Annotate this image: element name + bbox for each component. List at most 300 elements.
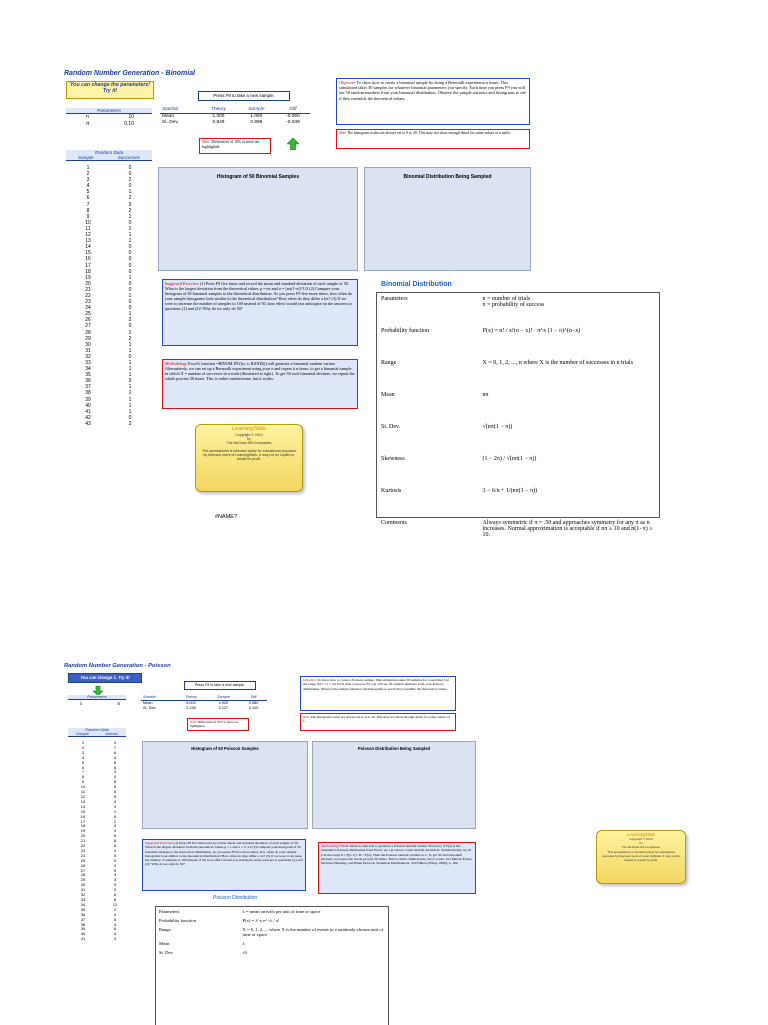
exercises-text: (1) Press F9 five times and record the mean and standard deviation of each sample of 50. What is the largest deviation from the theoretical values μ = λ and σ = λ^1/2 (2) Compare your histogram of 50 binomial samples to the theoretical distribution. As you press F9 five more times, how often do your sample histograms look similar to the theoretical distribution? How often do they differ a lot? (3) If we were to increase the number of samples to 100 instead of 50, how effect would you anticipate on the answers to questions (1) and (2)? Why do we only do 50? — [145, 841, 303, 867]
logo-brand: LearningStats — [232, 426, 266, 432]
successes-value: 0 — [128, 183, 132, 190]
distribution-value: (1 − 2π) / √(nπ(1 − π)) — [482, 456, 537, 462]
logo-license: This spreadsheet is intended solely for educational purposes by licensed users of LearningStats. It may not be copied or resold for profit. — [202, 448, 296, 462]
random-data-title: Random Data — [66, 150, 152, 155]
distribution-row — [156, 916, 388, 925]
successes-value: 0 — [128, 250, 132, 257]
arrivals-value: 6 — [113, 897, 117, 902]
successes-value: 1 — [128, 213, 132, 220]
arrivals-value: 3 — [113, 911, 117, 917]
random-data-header — [68, 728, 126, 737]
sample-number: 43 — [85, 420, 91, 427]
sample-number: 16 — [80, 813, 86, 819]
arrivals-value: 6 — [113, 833, 117, 839]
successes-value: 0 — [128, 305, 132, 312]
objective-box — [336, 78, 530, 125]
stat-sample: 1.060 — [250, 114, 263, 119]
sample-number: 35 — [85, 372, 91, 379]
distribution-rows — [377, 293, 659, 549]
arrivals-value: 3 — [113, 862, 117, 868]
stat-sample: 2.127 — [218, 705, 229, 710]
sample-column — [74, 741, 92, 942]
f9-sample-button[interactable]: Press F9 to take a new sample. — [184, 681, 256, 690]
sample-number: 33 — [85, 360, 91, 366]
sample-number: 41 — [80, 936, 86, 942]
distribution-title: Poisson Distribution — [213, 895, 258, 901]
stat-theory: 1.000 — [212, 114, 225, 119]
successes-value: 2 — [128, 317, 132, 324]
sample-number: 39 — [85, 396, 91, 403]
distribution-row — [156, 925, 388, 939]
successes-value: 0 — [128, 280, 132, 287]
successes-value: 0 — [128, 165, 132, 171]
stat-diff: -0.060 — [286, 114, 300, 119]
arrivals-value: 4 — [113, 828, 117, 834]
arrivals-value: 4 — [113, 803, 117, 809]
successes-value: 1 — [128, 360, 132, 366]
distribution-title: Binomial Distribution — [381, 281, 452, 288]
sample-number: 17 — [80, 818, 86, 824]
sample-number: 40 — [85, 402, 91, 409]
note-text: Differences of 10% or more are highlighted. — [190, 720, 239, 728]
methodology-text: Excel's function =BINOM.INV(n, π, RAND()) will generate a binomial random variate. Alternatively, we can set up a Bernoulli experiment using your π and repeat it n times, to get a binomial sample in which X = number of successes in n trials (illustrated at right). To get 50 such binomial deviates, we repeat the whole process 50 times. This is rather cumbersome, but it works. — [165, 361, 355, 381]
distribution-label: Probability function — [159, 918, 196, 923]
poisson-distribution-chart — [312, 741, 476, 829]
sample-number: 27 — [85, 323, 91, 330]
methodology-label: Methodology — [321, 844, 340, 848]
sample-number: 1 — [86, 165, 90, 171]
sample-number: 14 — [85, 244, 91, 251]
distribution-row — [156, 907, 388, 916]
distribution-row — [156, 948, 388, 957]
param-row-pi — [66, 121, 152, 128]
col-header-sample: Sample — [76, 732, 89, 736]
sample-number: 12 — [80, 793, 86, 799]
distribution-rows — [156, 907, 388, 957]
successes-value: 1 — [128, 329, 132, 336]
successes-value: 1 — [128, 396, 132, 403]
objective-box — [300, 676, 456, 711]
sample-number: 7 — [86, 201, 90, 208]
distribution-row — [156, 939, 388, 948]
sample-number: 9 — [86, 213, 90, 220]
successes-column — [118, 165, 142, 427]
stat-header: Statistic — [143, 695, 157, 699]
binomial-distribution-chart — [364, 167, 531, 271]
arrivals-value: 4 — [113, 847, 117, 853]
sample-number: 1 — [81, 740, 85, 745]
arrivals-value: 6 — [113, 764, 117, 770]
arrivals-value: 3 — [113, 857, 117, 863]
parameters-panel — [66, 108, 152, 128]
stat-header: Theory — [211, 107, 226, 112]
sample-number: 34 — [85, 366, 91, 373]
parameters-panel — [68, 695, 126, 707]
sample-number: 17 — [85, 262, 91, 269]
sample-number: 22 — [80, 843, 86, 849]
arrivals-value: 3 — [113, 872, 117, 878]
logo-copyright: Copyright © 2013 — [629, 837, 653, 841]
logo-copyright: Copyright © 2013 — [235, 433, 263, 437]
binomial-title: Random Number Generation - Binomial — [64, 70, 196, 77]
chart-title: Histogram of 50 Binomial Samples — [216, 174, 300, 180]
statistics-table — [141, 694, 267, 711]
histogram-scale-note — [300, 713, 456, 731]
stat-header: Sample — [217, 695, 230, 699]
sample-number: 12 — [85, 232, 91, 239]
sample-number: 20 — [85, 280, 91, 287]
objective-label: Objective — [303, 678, 317, 682]
learningstats-logo — [596, 830, 686, 884]
arrivals-column — [106, 741, 124, 942]
sample-number: 18 — [80, 823, 86, 829]
logo-brand: LearningStats — [626, 832, 656, 837]
arrivals-value: 5 — [113, 916, 117, 922]
sample-number: 29 — [85, 335, 91, 342]
note-text: Differences of 10% or more are highlighted. — [202, 140, 260, 149]
param-name: n — [86, 114, 89, 120]
successes-value: 1 — [128, 189, 132, 196]
sample-number: 21 — [85, 286, 91, 293]
param-name: λ — [80, 701, 83, 706]
successes-value: 0 — [128, 299, 132, 306]
learningstats-logo — [195, 424, 303, 492]
sample-number: 40 — [80, 931, 86, 937]
arrivals-value: 2 — [113, 818, 117, 824]
distribution-table — [376, 292, 660, 538]
sample-number: 8 — [81, 774, 85, 780]
objective-text: To show how to create a Poisson sample. This simulation takes 50 samples for a specified λ in the range 0.01 < λ ≤ 10. Each time you press F9 you will see 50 random numbers from your Poisson distribution. Observe the sample statistics and histograms to see if they resemble the theoretical values. — [303, 678, 450, 691]
successes-value: 0 — [128, 323, 132, 330]
distribution-value: √λ — [242, 950, 248, 955]
statistics-table — [160, 107, 310, 126]
arrivals-value: 3 — [113, 882, 117, 888]
sample-number: 42 — [85, 414, 91, 421]
chart-title: Poisson Distribution Being Sampled — [357, 746, 431, 751]
exercises-label: Suggested Exercises — [145, 841, 174, 845]
error-cell: #NAME? — [215, 514, 238, 520]
distribution-row — [377, 325, 659, 357]
stat-diff: 0.109 — [248, 705, 259, 710]
successes-value: 1 — [128, 292, 132, 299]
arrivals-value: 4 — [113, 921, 117, 927]
arrivals-value: 5 — [113, 867, 117, 873]
successes-value: 1 — [128, 238, 132, 245]
sample-number: 9 — [81, 779, 85, 785]
successes-value: 0 — [128, 244, 132, 251]
distribution-row — [377, 517, 659, 549]
distribution-row — [377, 485, 659, 517]
successes-value: 0 — [128, 171, 132, 178]
sample-number: 4 — [81, 754, 85, 760]
distribution-label: Probability function — [381, 328, 430, 334]
sample-number: 16 — [85, 256, 91, 263]
chart-title: Binomial Distribution Being Sampled — [403, 174, 492, 180]
distribution-row — [377, 357, 659, 389]
arrivals-value: 4 — [113, 823, 117, 829]
note-label: Note — [339, 131, 347, 135]
arrivals-value: 7 — [113, 744, 117, 750]
distribution-label: Kurtosis — [381, 488, 402, 494]
sample-number: 14 — [80, 803, 86, 809]
sample-number: 11 — [80, 789, 86, 795]
successes-value: 2 — [128, 420, 132, 427]
sample-number: 28 — [85, 329, 91, 336]
change-lambda-hint: You can change λ. Try it! — [68, 673, 142, 683]
sample-number: 15 — [80, 808, 86, 814]
arrivals-value: 9 — [113, 813, 117, 819]
poisson-title: Random Number Generation - Poisson — [64, 663, 171, 669]
successes-value: 0 — [128, 353, 132, 360]
sample-number: 35 — [80, 906, 86, 912]
arrivals-value: 3 — [113, 887, 117, 893]
objective-label: Objective — [339, 80, 356, 85]
param-value-pi[interactable]: 0.10 — [124, 121, 134, 127]
arrivals-value: 3 — [113, 906, 117, 912]
stat-header: Diff — [250, 695, 257, 699]
sample-number: 41 — [85, 408, 91, 415]
successes-value: 1 — [128, 225, 132, 232]
chart-title: Histogram of 50 Poisson Samples — [191, 746, 259, 751]
sample-number: 24 — [85, 305, 91, 312]
distribution-value: P(x) = λ^x e^−λ / x! — [242, 918, 280, 923]
arrivals-value: 6 — [113, 843, 117, 849]
arrivals-value: 4 — [113, 931, 117, 937]
distribution-value: 3 − 6/n + 1/(nπ(1 − π)) — [482, 488, 538, 494]
sample-number: 13 — [85, 238, 91, 245]
methodology-label: Methodology — [165, 361, 188, 366]
successes-value: 1 — [128, 372, 132, 379]
col-header-sample: Sample — [78, 155, 94, 160]
arrivals-value: 4 — [113, 740, 117, 745]
stat-header: Theory — [185, 695, 197, 699]
param-value-n[interactable]: 10 — [128, 114, 134, 120]
sample-number: 6 — [81, 764, 85, 770]
note-text: The histogram scales are always set to 0 to 20. This may not show enough detail for some values of λ. — [303, 715, 450, 724]
arrivals-value: 5 — [113, 784, 117, 790]
successes-value: 2 — [128, 195, 132, 202]
arrivals-value: 5 — [113, 793, 117, 799]
sample-number: 22 — [85, 292, 91, 299]
methodology-box — [162, 359, 358, 409]
arrivals-value: 8 — [113, 838, 117, 844]
distribution-value: P(x) = n! / x!(n − x)! · π^x (1 − π)^(n−x) — [482, 328, 581, 334]
successes-value: 3 — [128, 378, 132, 385]
sample-number: 8 — [86, 207, 90, 214]
sample-number: 26 — [85, 317, 91, 324]
sample-number: 32 — [85, 353, 91, 360]
green-arrow-icon — [93, 683, 103, 693]
successes-value: 1 — [128, 384, 132, 391]
param-row-n — [66, 114, 152, 121]
sample-number: 39 — [80, 926, 86, 932]
distribution-label: St. Dev. — [381, 424, 401, 430]
stat-row-stdev — [141, 706, 267, 711]
sample-number: 26 — [80, 862, 86, 868]
col-header-arrivals: Arrivals — [105, 732, 118, 736]
distribution-label: Skewness — [381, 456, 405, 462]
successes-value: 1 — [128, 232, 132, 239]
poisson-sample-histogram — [142, 741, 308, 829]
successes-value: 2 — [128, 207, 132, 214]
exercises-label: Suggested Exercises — [165, 281, 199, 286]
successes-value: 1 — [128, 366, 132, 373]
sample-number: 31 — [80, 887, 86, 893]
distribution-row — [377, 421, 659, 453]
differences-note — [199, 138, 271, 154]
successes-value: 2 — [128, 177, 132, 184]
sample-number: 5 — [86, 189, 90, 196]
logo-license: This spreadsheet is intended solely for educational purposes by licensed users of LearningStats. It may not be copied or resold for profit. — [601, 850, 681, 862]
exercises-text: (1) Press F9 five times and record the mean and standard deviation of each sample of 50. What is the largest deviation from the theoretical values μ = nπ and σ = [nπ(1-π)]^1/2 (2) Compare your histogram of 50 binomial samples to the theoretical distribution. As you press F9 five more times, how often do your sample histograms look similar to the theoretical distribution? How often do they differ a lot? (3) If we were to increase the number of samples to 100 instead of 50, how effect would you anticipate on the answers to questions (1) and (2)? Why do we only do 50? — [165, 281, 353, 311]
sample-number: 25 — [85, 311, 91, 318]
distribution-label: St. Dev. — [159, 950, 174, 955]
sample-number: 5 — [81, 759, 85, 765]
distribution-value: λ — [242, 941, 245, 946]
logo-publisher: The McGraw-Hill Companies — [226, 441, 272, 446]
objective-text: To show how to create a binomial sample by doing a Bernoulli experiment n times. This simulation takes 50 samples for whatever binomial parameters you specify. Each time you press F9 you will see 50 random numbers from your binomial distribution. Observe the sample statistics and histograms to see if they resemble the theoretical values. — [339, 80, 526, 101]
sample-number: 31 — [85, 347, 91, 354]
sample-number: 38 — [85, 390, 91, 397]
sample-number: 38 — [80, 921, 86, 927]
sample-number: 36 — [85, 378, 91, 385]
stat-sample: 4.920 — [218, 701, 229, 705]
green-arrow-icon — [287, 137, 299, 149]
distribution-value: Always symmetric if π = .50 and approaches symmetry for any π as n increases. Normal approximation is acceptable if nπ ≥ 10 and n(1−π) ≥ 10. — [482, 520, 653, 538]
arrivals-value: 1 — [113, 808, 117, 814]
sample-number: 30 — [80, 882, 86, 888]
stat-row-stdev — [160, 120, 310, 126]
successes-value: 1 — [128, 341, 132, 348]
stat-sample: 0.998 — [250, 120, 263, 125]
stat-diff: -0.049 — [286, 120, 300, 125]
successes-value: 1 — [128, 311, 132, 318]
stat-header: Statistic — [162, 107, 179, 112]
stat-theory: 0.949 — [212, 120, 225, 125]
random-data-header — [66, 150, 152, 161]
logo-by: by — [247, 437, 251, 442]
arrivals-value: 4 — [113, 774, 117, 780]
stat-theory: 5.000 — [186, 701, 196, 705]
distribution-table — [155, 906, 389, 1025]
note-text: The histogram scales are always set to 0 to 20. This may not show enough detail for some values of n and π. — [347, 131, 512, 135]
stat-name: Mean — [162, 114, 174, 119]
successes-value: 0 — [128, 414, 132, 421]
distribution-label: Parameters — [159, 909, 180, 914]
distribution-label: Range — [159, 927, 171, 932]
distribution-value: n = number of trials π = probability of success — [482, 296, 545, 308]
successes-value: 2 — [128, 335, 132, 342]
arrivals-value: 5 — [113, 852, 117, 858]
distribution-label: Mean — [381, 392, 395, 398]
sample-number: 25 — [80, 857, 86, 863]
successes-value: 1 — [128, 274, 132, 281]
note-label: Note — [303, 715, 310, 719]
distribution-row — [377, 453, 659, 485]
methodology-text: Excel offers no function to generate a Poisson random variate. However, if F(x) is the cumulative Poisson distribution from Excel, we can choose a unit random decimal R. Symmetrically try all x in the range 0 ≤ F(x-1) ≤ R < F(x). Then the Poisson random variable is x. To get 50 such binomial deviates, we repeat the whole process 50 times. This is rather cumbersome, but it works. See Merran Evans, Nicholas Hastings, and Brian Peacock, Statistical Distributions, 3rd Edition (Wiley, 2000), p. 160. — [321, 844, 473, 866]
successes-value: 1 — [128, 390, 132, 397]
parameters-header: Parameters — [68, 695, 126, 700]
successes-value: 0 — [128, 219, 132, 226]
stat-theory: 2.236 — [186, 705, 196, 710]
param-name: π — [86, 121, 90, 127]
successes-value: 1 — [128, 408, 132, 415]
distribution-label: Parameters — [381, 296, 408, 302]
distribution-value: nπ — [482, 392, 489, 398]
sample-number: 3 — [86, 177, 90, 184]
chart-canvas — [143, 752, 307, 828]
arrivals-value: 8 — [113, 779, 117, 785]
chart-canvas — [159, 180, 357, 268]
successes-value: 0 — [128, 268, 132, 275]
successes-value: 1 — [128, 402, 132, 409]
arrivals-value: 4 — [113, 754, 117, 760]
sample-number: 2 — [86, 171, 90, 178]
arrivals-value: 3 — [113, 877, 117, 883]
sample-number: 37 — [85, 384, 91, 391]
sample-number: 24 — [80, 852, 86, 858]
sample-number: 2 — [81, 744, 85, 750]
arrivals-value: 4 — [113, 798, 117, 804]
note-label: Note: — [190, 720, 198, 724]
arrivals-value: 6 — [113, 926, 117, 932]
distribution-row — [377, 389, 659, 421]
distribution-value: X = 0, 1, 2, ..., n where X is the number of successes in n trials — [482, 360, 634, 366]
distribution-label: Mean — [159, 941, 170, 946]
f9-sample-button[interactable]: Press F9 to take a new sample. — [198, 91, 290, 101]
sample-number: 11 — [85, 225, 91, 232]
distribution-row — [377, 293, 659, 325]
param-value-lambda[interactable]: 5 — [117, 701, 120, 706]
sample-number: 23 — [80, 847, 86, 853]
sample-number: 3 — [81, 749, 85, 755]
arrivals-value: 6 — [113, 892, 117, 898]
sample-number: 21 — [80, 838, 86, 844]
differences-note — [187, 718, 249, 731]
random-data-columns — [68, 732, 126, 737]
sample-number: 30 — [85, 341, 91, 348]
arrivals-value: 3 — [113, 936, 117, 942]
successes-value: 1 — [128, 347, 132, 354]
distribution-value: √(nπ(1 − π)) — [482, 424, 513, 430]
chart-canvas — [365, 180, 530, 268]
stat-header: Sample — [248, 107, 265, 112]
sample-number: 34 — [80, 901, 86, 907]
successes-value: 0 — [128, 286, 132, 293]
successes-value: 0 — [128, 256, 132, 263]
logo-by: by — [639, 840, 643, 845]
parameters-header: Parameters — [66, 108, 152, 114]
stat-name: St. Dev. — [143, 705, 157, 710]
binomial-sample-histogram — [158, 167, 358, 271]
change-parameters-hint: You can change the parameters! Try it! — [66, 81, 154, 99]
sample-number: 36 — [80, 911, 86, 917]
sample-number: 10 — [80, 784, 86, 790]
sample-number: 37 — [80, 916, 86, 922]
sample-column — [76, 165, 100, 427]
col-header-successes: Successes — [117, 155, 140, 160]
sample-number: 28 — [80, 872, 86, 878]
sample-number: 19 — [85, 274, 91, 281]
logo-publisher: The McGraw-Hill Companies — [621, 844, 661, 849]
sample-number: 27 — [80, 867, 86, 873]
sample-number: 6 — [86, 195, 90, 202]
distribution-value: λ = mean arrivals per unit of time or space — [242, 909, 321, 914]
chart-canvas — [313, 752, 475, 828]
arrivals-value: 12 — [112, 901, 118, 907]
sample-number: 4 — [86, 183, 90, 190]
arrivals-value: 5 — [113, 789, 117, 795]
